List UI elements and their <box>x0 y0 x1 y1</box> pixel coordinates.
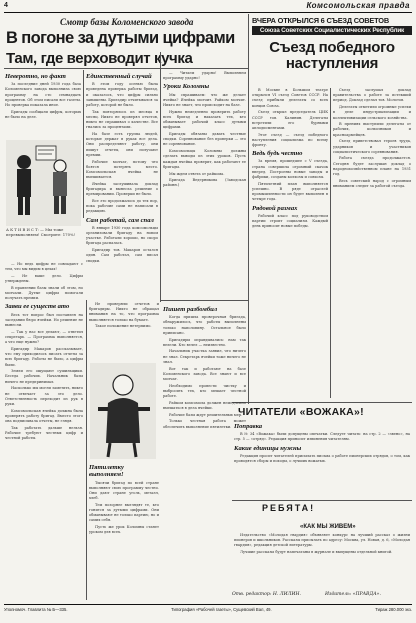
contest-notice: Издательство «Молодая гвардия» объявляет конкурс на лучший рассказ о жизни пионеров и школьников. Рассказы присылать по адресу: Москва, ул. Новая, д. 6, «Молодая гвардия», редакция детской литературы. Лучшие рассказы будут напечатаны в журнале и выпущены отдельной книгой. <box>234 533 410 555</box>
section-rule <box>4 68 248 69</box>
cartoon-caption: А К Т И В И С Т: — Мы тоже перевыполняем! Смотрите: 170%! <box>6 227 76 237</box>
article-column-2: Единственный случай В этом году осенью была проведена проверка работы бригад, и оказалось, что цифры сильно завышены. Бригадир отчитывался за работу, которой не было. Так повторялось из месяца в месяц. Никто не проверял отчетов, никто не спрашивал о качестве. Все гнались за процентами. На базе есть группа людей, которые держат в руках все дела. Они распределяют работу, они пишут отчеты, они получают премии. Рабочие молчат, потому что боятся потерять место. Комсомольская ячейка не вмешивается. Ячейка заслушивала доклад бригадира и вынесла решение о премировании. Проверки не было. Все это продолжалось до тех пор, пока рабочие сами не написали в редакцию. Сам работай, сам спал В январе 1930 года комсомольцы организовали бригаду на новом участке. Работали хорошо, но скоро бригада распалась. Бригадир тов. Макаров остался один. Сам работал, сам писал сводки. <box>86 73 158 263</box>
congress-article-column-1: В Москве в Большом театре открылся VI съезд Советов СССР. На съезд прибыли делегаты со всех концов Союза. Съезд открыл председатель ЦИК СССР тов. Калинин. Делегаты встретили его бурными аплодисментами. Этот съезд — съезд победного наступления социализма по всему фронту. Ведь будь честно За время, прошедшее с V съезда, страна совершила огромный скачок вперед. Построены новые заводы и фабрики, созданы колхозы и совхозы. Пятилетний план выполняется успешно. В ряде отраслей промышленности он будет выполнен в четыре года. Рядовой размах Рабочий класс под руководством партии строит социализм. Каждый день приносит новые победы. <box>252 88 328 229</box>
congress-banner: ВЧЕРА ОТКРЫЛСЯ 6 СЪЕЗД СОВЕТОВ <box>252 16 389 25</box>
subhead-zamya: Заяви ее существ ато <box>5 303 70 311</box>
footer-center: Типография «Рабочей газеты», Сущевский Вал, 49. <box>171 607 272 612</box>
article-column-2-lower: Не проверяли отчетов и бригадиры. Никто не обращал внимания на то, что программа выполняется только на бумаге. Такое положение нетерпимо. <box>89 302 159 329</box>
publisher-imprint: Издатель: «ПРАВДА». <box>325 592 381 597</box>
congress-title: Съезд победного наступления <box>269 39 395 72</box>
subhead-ryadov: Рядовой размах <box>252 204 298 212</box>
article-column-2-bottom: Пятилетку выполняем! Тысячи бригад по всей стране выполняют свою программу честно. Они дают стране уголь, металл, хлеб. Тем позорнее выглядят те, кто гонится за дутыми цифрами. Они обманывают не только партию, но и самих себя. Пусть же урок Коломны станет уроком для всех. <box>89 464 159 535</box>
contest-headline: РЕБЯТА! <box>262 503 316 513</box>
column-rule <box>160 52 161 302</box>
page-number: 4 <box>4 2 8 9</box>
congress-article-column-2: Съезд заслушал доклад правительства о работе за истекший период. Доклад сделал тов. Молотов. Делегаты отметили огромные успехи в деле индустриализации и коллективизации сельского хозяйства. В прениях выступили делегаты от рабочих, колхозников и красноармейцев. Съезд приветствовал героев труда, ударников и участников социалистического соревнования. Работа съезда продолжается. Сегодня будет заслушан доклад о народнохозяйственном плане на 1931 год. Весь советский народ с огромным вниманием следит за работой съезда. <box>333 88 411 188</box>
column-rule <box>86 300 87 600</box>
subhead-kakoe: Какие единицы нужны <box>234 444 302 452</box>
footer-left: Уполномоч. Главлита № Б—335. <box>4 607 68 612</box>
article-column-3-lower: Пишет разбомбил Когда пришла проверочная бригада, обнаружилось, что работы выполнены только наполовину. Остальное было приписано. Бригадиры оправдывались: нам так велели. Кто велел — неизвестно. Начальник участка заявил, что ничего не знал. Секретарь ячейки тоже ничего не знал. Вот так и работают на базе Коломенского завода. Все знают и все молчат. Необходимо провести чистку и выбросить тех, кто мешает честной работе. Райком комсомола должен немедленно вмешаться в дела ячейки. Рабочие базы ждут решительных мер. Только честная работа может обеспечить выполнение пятилетки. <box>163 306 246 429</box>
column-rule <box>248 14 249 404</box>
article-column-1: Неверотно, но факт За последние дней 1930 года база Коломенского завода выполнила свою программу на сто семнадцать процентов. Об этом писали все газеты. Но проверка показала иное. Бригады сообщали цифры, которых не было на деле. <box>5 73 81 119</box>
contest-subtitle: «КАК МЫ ЖИВЕМ» <box>300 524 356 530</box>
subhead-popravka: Поправка <box>234 423 263 430</box>
section-rule <box>232 500 412 501</box>
page-footer <box>4 604 412 612</box>
caricature-figure-icon <box>90 363 156 459</box>
footer-right: Тираж 280.000 экз. <box>375 607 412 612</box>
readers-headline: ЧИТАТЕЛИ «ВОЖАКА»! <box>238 406 364 418</box>
section-rule <box>160 300 248 301</box>
subhead-uroki: Уроки Коломны <box>163 83 210 91</box>
subhead-plan: Пишет разбомбил <box>163 306 218 313</box>
editor-imprint: Отв. редактор: Н. ЛИЛИН. <box>232 592 301 597</box>
column-rule <box>330 88 331 398</box>
readers-notice: Поправка В № 34 «Вожака» были допущены опечатки. Следует читать: на стр. 2 — «звено», на стр. 5 — «отряд». Редакция приносит извинения читателям. Какие единицы нужны Редакция просит читателей присылать письма о работе пионерских отрядов, о том, как проводятся сборы и походы, о лучших вожатых. <box>234 423 410 464</box>
article-column-3: — Читаем ударно! Выполняем программу ударно! Уроки Коломны Мы спрашиваем: что же делает ячейка? Ячейка молчит. Райком молчит. Никто не знает, что происходит на базе. Нужно немедленно проверить работу всех бригад и наказать тех, кто обманывает рабочий класс дутыми цифрами. Бригады обязаны давать честные сводки. Соревнование без проверки — это не соревнование. Комсомольцы Коломны должны сделать выводы из этих уроков. Пусть каждая ячейка проверит, как работают ее бригады. Мы ждем ответа от райкома. Бригада Ведерникова (Заводская районн.) <box>163 71 246 188</box>
subhead-pyatiletka: Пятилетку выполняем! <box>89 464 124 479</box>
masthead: Комсомольская правда <box>306 1 410 10</box>
subhead-nevernoe: Неверотно, но факт <box>5 73 66 80</box>
subhead-edinstvenny: Единственный случай <box>86 73 152 80</box>
second-headline: Там, где верховодит кучка <box>6 50 193 67</box>
column-rule <box>83 70 84 218</box>
kicker-headline: Смотр базы Коломенского завода <box>60 17 194 27</box>
article-column-1-lower: — Но ведь цифры не совпадают с тем, что мы видим в цехах! — Не ваше дело. Цифры утверждены. В правлении базы знали об этом, но молчали. Дутые цифры помогали получать премии. Заяви ее существ ато Весь тот вопрос был поставлен на заседании бюро ячейки. Но решение не вынесли. — Так у нас все делают, — ответил секретарь. — Программа выполняется, а что еще нужно? Бригадир Макаров рассказывает, что ему приходилось писать отчеты за всю бригаду. Работы не было, а цифры были. Земли его ощущают сушильщики. Беседа рабочих. Начальник базы ничего не предпринимал. Насколько мы могли заметить, никто не отвечает за это дело. Ответственность переходит из рук в руки. Комсомольская ячейка должна была проверять работу бригад. Вместо этого она подписывала отчеты, не глядя. Так работать дальше нельзя. Рабочие требуют честных цифр и честной работы. <box>5 262 83 441</box>
section-rule <box>232 402 412 403</box>
caricature-illustration <box>90 363 156 459</box>
cartoon-figures-icon <box>6 140 81 226</box>
subhead-vyd: Ведь будь честно <box>252 150 303 158</box>
subhead-sam-rabotay: Сам работай, сам спал <box>86 216 154 224</box>
main-headline: В погоне за дутыми цифрами <box>6 29 235 47</box>
union-banner: Союза Советских Социалистических Республик <box>252 26 412 35</box>
top-rule <box>4 12 412 13</box>
cartoon-illustration <box>6 140 81 226</box>
